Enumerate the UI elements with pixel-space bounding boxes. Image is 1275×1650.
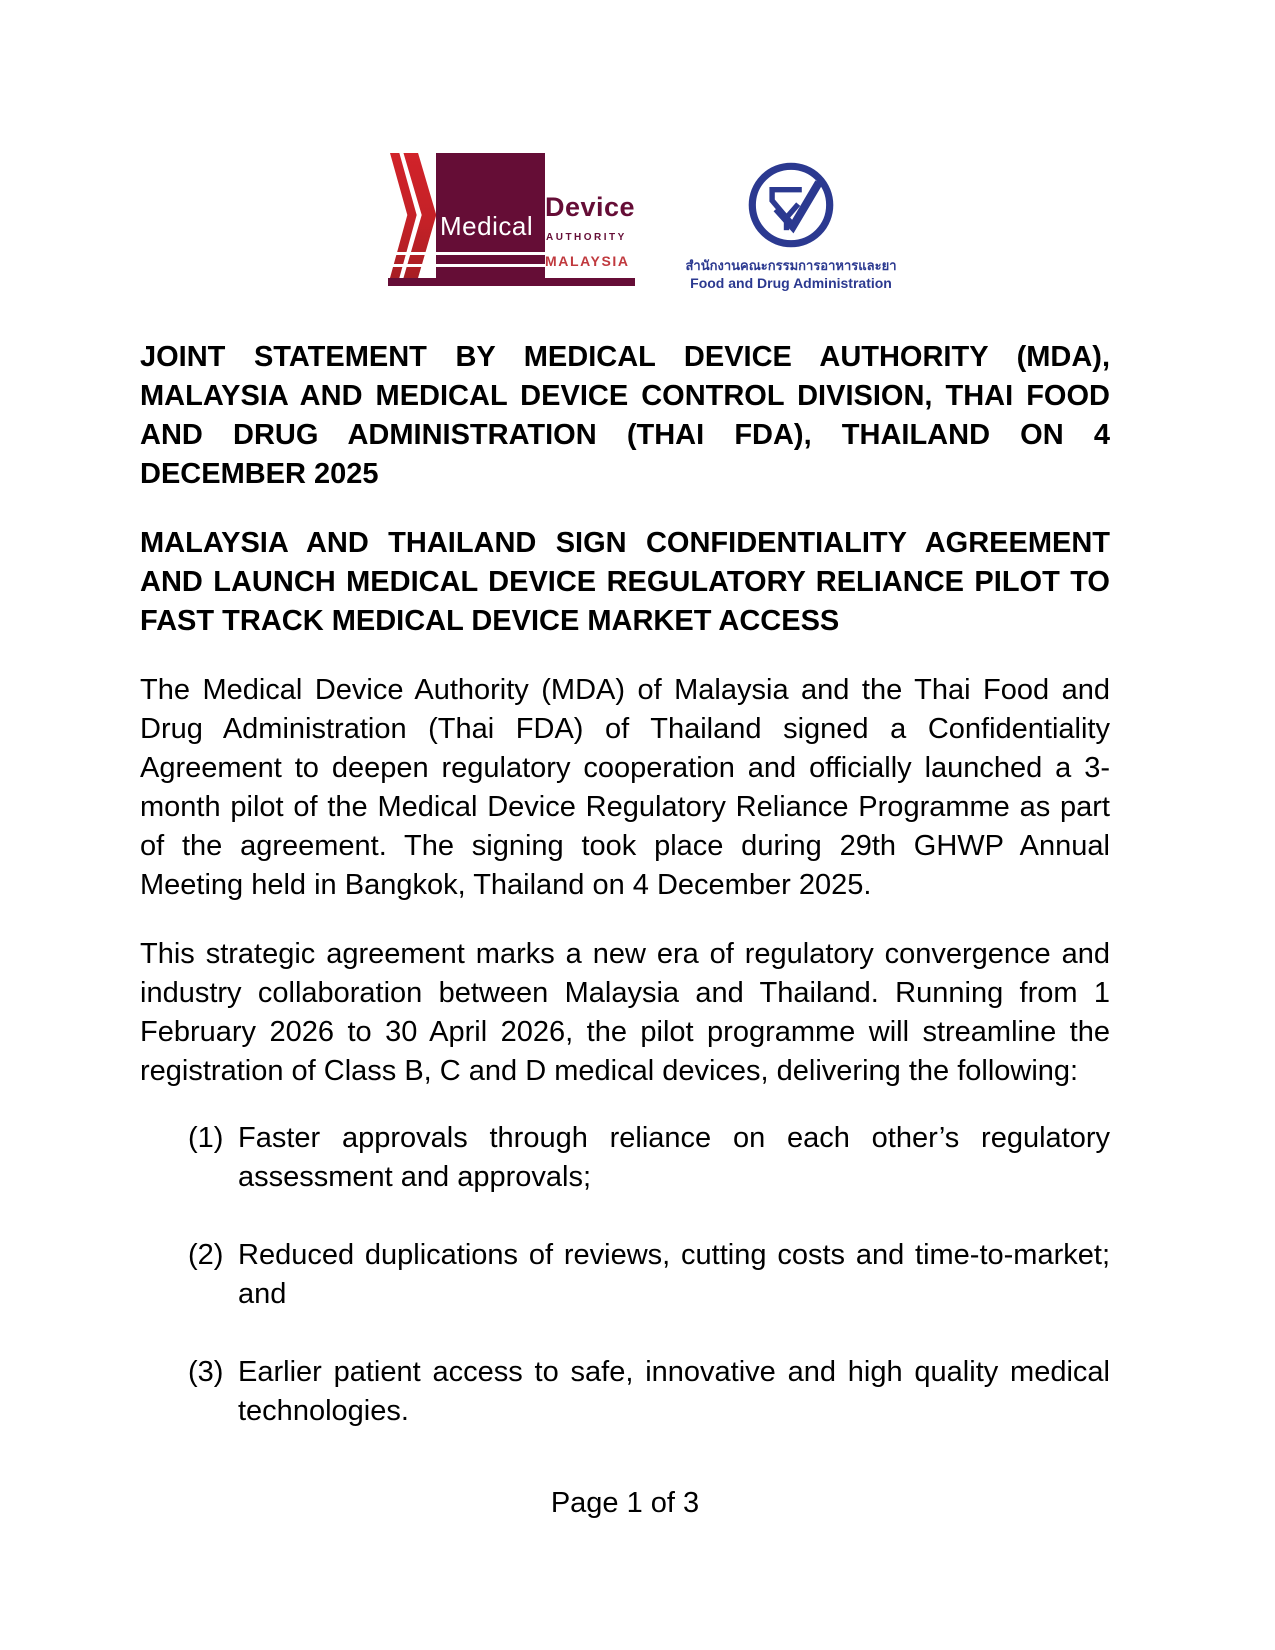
thai-fda-emblem-icon [746, 160, 836, 250]
thai-fda-logo [685, 153, 897, 292]
joint-statement-heading: JOINT STATEMENT BY MEDICAL DEVICE AUTHORITY (MDA), MALAYSIA AND MEDICAL DEVICE CONTROL DIVISION, THAI FOOD AND DRUG ADMINISTRATION (THAI FDA), THAILAND ON 4 DECEMBER 2025 [140, 341, 1110, 491]
paragraph-agreement-signing: The Medical Device Authority (MDA) of Malaysia and the Thai Food and Drug Administration (Thai FDA) of Thailand signed a Confidentiality Agreement to deepen regulatory cooperation and officially launched a 3-month pilot of the Medical Device Regulatory Reliance Programme as part of the agreement. The signing took place during 29th GHWP Annual Meeting held in Bangkok, Thailand on 4 December 2025. [140, 674, 1110, 902]
list-item-marker: (1) [188, 1122, 224, 1155]
benefits-list [140, 1119, 1110, 1431]
mda-logo-medical-text: Medical [440, 211, 534, 241]
mda-logo-divider-lines [388, 252, 545, 267]
thai-fda-thai-name: สำนักงานคณะกรรมการอาหารและยา [685, 258, 897, 273]
list-item-text: Earlier patient access to safe, innovative and high quality medical technologies. [238, 1356, 1110, 1428]
agreement-title-heading: MALAYSIA AND THAILAND SIGN CONFIDENTIALITY AGREEMENT AND LAUNCH MEDICAL DEVICE REGULATORY RELIANCE PILOT TO FAST TRACK MEDICAL DEVICE MARKET ACCESS [140, 527, 1110, 638]
list-item [140, 1119, 1110, 1197]
mda-logo-authority-text: AUTHORITY [546, 232, 627, 243]
document-content [140, 0, 1110, 1431]
mda-logo [388, 153, 635, 286]
paragraph-pilot-programme: This strategic agreement marks a new era of regulatory convergence and industry collaboration between Malaysia and Thailand. Running from 1 February 2026 to 30 April 2026, the pilot programme will streamline the registration of Class B, C and D medical devices, delivering the following: [140, 938, 1110, 1088]
list-item-marker: (2) [188, 1239, 224, 1272]
thai-fda-english-name: Food and Drug Administration [690, 275, 892, 292]
mda-logo-malaysia-text: MALAYSIA [545, 253, 630, 269]
list-item-marker: (3) [188, 1356, 224, 1389]
list-item [140, 1236, 1110, 1314]
list-item-text: Faster approvals through reliance on each other’s regulatory assessment and approvals; [238, 1122, 1110, 1194]
logo-row [140, 153, 1110, 292]
list-item-text: Reduced duplications of reviews, cutting costs and time-to-market; and [238, 1239, 1110, 1311]
mda-logo-right-panel [545, 153, 635, 278]
page-number: Page 1 of 3 [550, 1487, 700, 1519]
mda-logo-device-text: Device [545, 192, 636, 222]
list-item [140, 1353, 1110, 1431]
